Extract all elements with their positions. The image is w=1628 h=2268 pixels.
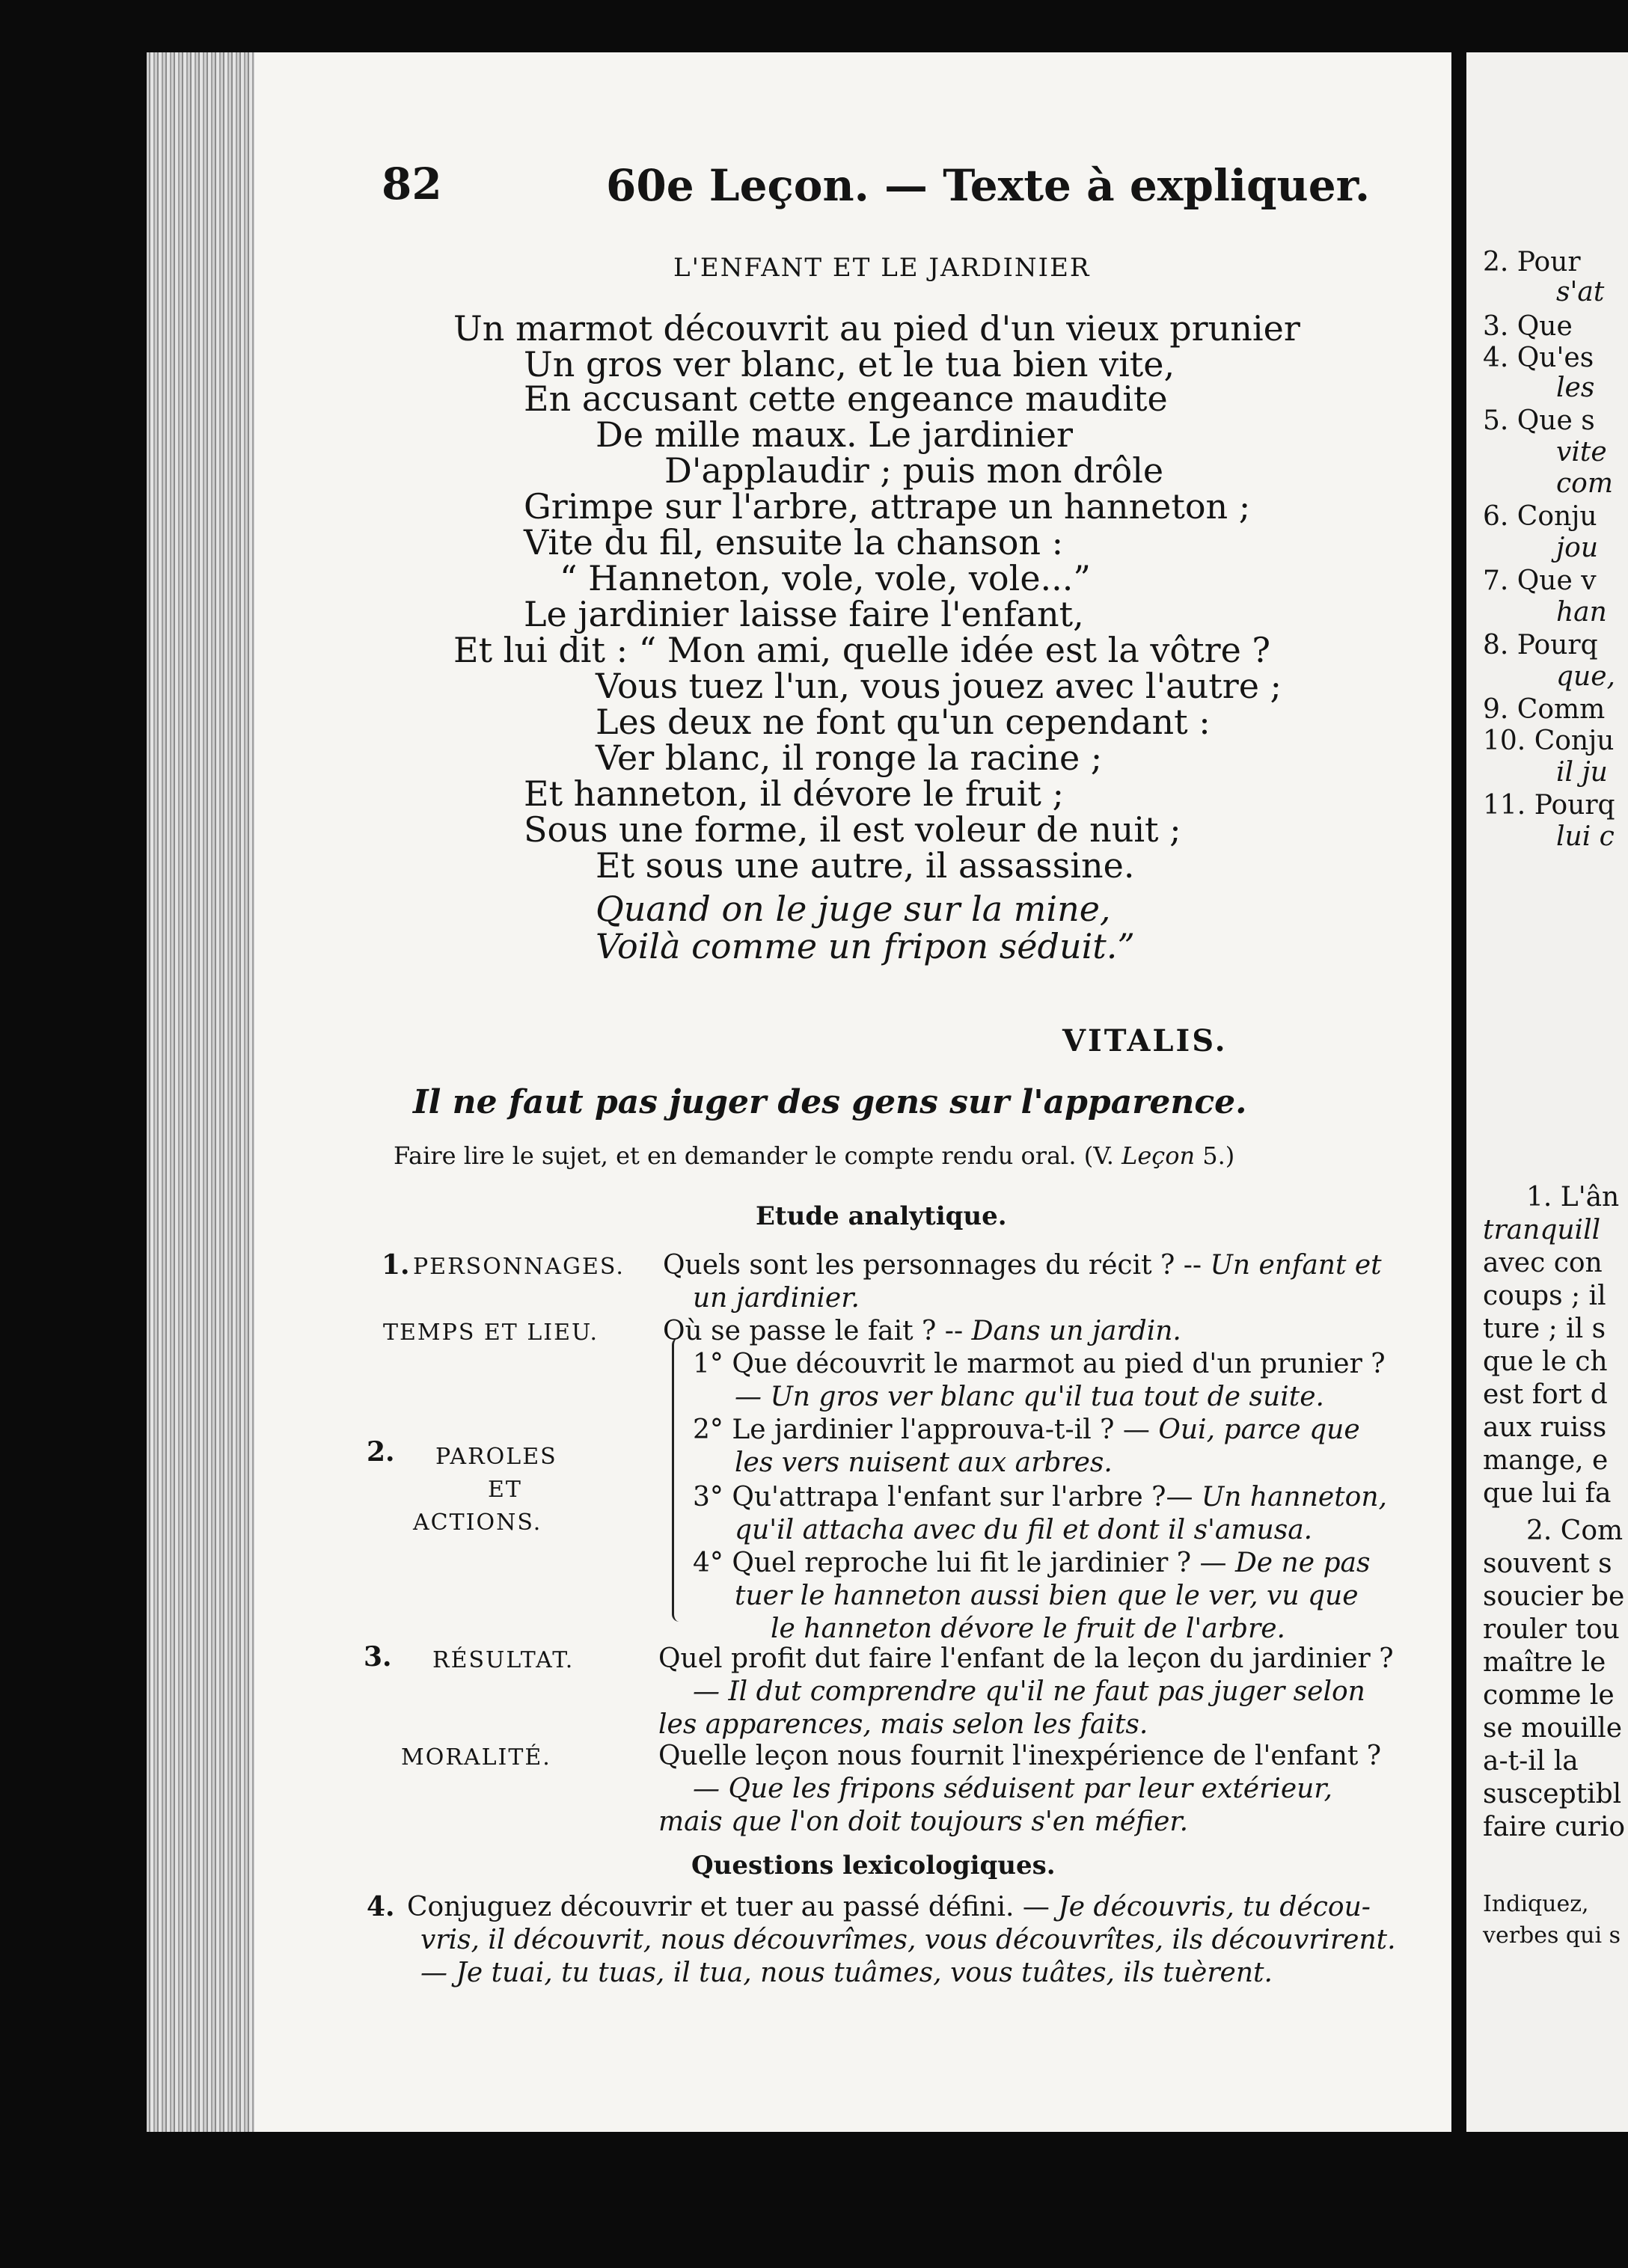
paroles-q1: 1° Que découvrit le marmot au pied d'un prunier ? bbox=[693, 1349, 1386, 1379]
facing-line: 10. Conju bbox=[1483, 726, 1615, 756]
facing-line: rouler tou bbox=[1483, 1614, 1620, 1645]
paroles-a3: qu'il attacha avec du fil et dont il s'amusa. bbox=[735, 1515, 1313, 1545]
lexical-a2: vris, il découvrit, nous découvrîmes, vous découvrîtes, ils découvrirent. bbox=[420, 1925, 1396, 1955]
paroles-q3-ans: Un hanneton, bbox=[1201, 1482, 1387, 1512]
temps-a: Dans un jardin. bbox=[971, 1316, 1181, 1346]
paroles-label: PAROLES bbox=[435, 1444, 557, 1470]
facing-line: 8. Pourq bbox=[1483, 630, 1598, 661]
facing-line: 2. Com bbox=[1526, 1515, 1624, 1546]
facing-line: 7. Que v bbox=[1483, 566, 1597, 596]
lexical-a1: Je découvris, tu décou- bbox=[1058, 1892, 1371, 1922]
personnages-q: Quels sont les personnages du récit ? -- bbox=[663, 1250, 1202, 1281]
facing-line: se mouille bbox=[1483, 1713, 1623, 1744]
facing-line: 11. Pourq bbox=[1483, 790, 1615, 821]
paroles-q2-ans: Oui, parce que bbox=[1158, 1415, 1360, 1445]
resultat-number: 3. bbox=[364, 1641, 392, 1673]
facing-line: 2. Pour bbox=[1483, 247, 1581, 278]
et-label: ET bbox=[488, 1477, 522, 1503]
facing-line: que le ch bbox=[1483, 1346, 1608, 1377]
moralite-a1: — Que les fripons séduisent par leur extérieur, bbox=[693, 1774, 1332, 1804]
facing-line: maître le bbox=[1483, 1647, 1606, 1678]
resultat-a2: les apparences, mais selon les faits. bbox=[658, 1709, 1148, 1740]
facing-line: jou bbox=[1556, 533, 1599, 563]
running-title: 60e Leçon. — Texte à expliquer. bbox=[606, 160, 1371, 211]
facing-line: que lui fa bbox=[1483, 1478, 1612, 1509]
page-number: 82 bbox=[382, 159, 442, 209]
facing-line: com bbox=[1556, 468, 1613, 499]
facing-line: 6. Conju bbox=[1483, 501, 1597, 532]
personnages-question bbox=[663, 1249, 1382, 1282]
personnages-label: PERSONNAGES. bbox=[413, 1254, 625, 1280]
instruction-ref-num: 5.) bbox=[1202, 1141, 1235, 1170]
paroles-a2: les vers nuisent aux arbres. bbox=[735, 1447, 1113, 1478]
poem-line: Un gros ver blanc, et le tua bien vite, bbox=[524, 344, 1175, 384]
facing-line: 3. Que bbox=[1483, 311, 1573, 342]
poem-line: Les deux ne font qu'un cependant : bbox=[596, 702, 1211, 742]
lexical-heading: Questions lexicologiques. bbox=[691, 1851, 1056, 1881]
poem-line: Un marmot découvrit au pied d'un vieux prunier bbox=[453, 308, 1300, 349]
facing-line: soucier be bbox=[1483, 1581, 1625, 1612]
facing-line: s'at bbox=[1556, 277, 1605, 307]
book-page bbox=[254, 52, 1451, 2132]
paroles-a4: tuer le hanneton aussi bien que le ver, vu que bbox=[735, 1581, 1359, 1611]
facing-line: faire curio bbox=[1483, 1812, 1626, 1842]
page-edges bbox=[147, 52, 259, 2132]
poem-line: Vous tuez l'un, vous jouez avec l'autre ; bbox=[596, 666, 1282, 706]
lexical-a3: — Je tuai, tu tuas, il tua, nous tuâmes, vous tuâtes, ils tuèrent. bbox=[420, 1958, 1273, 1988]
analysis-heading: Etude analytique. bbox=[756, 1201, 1007, 1231]
poem-line: Et hanneton, il dévore le fruit ; bbox=[524, 773, 1065, 814]
facing-line: est fort d bbox=[1483, 1379, 1608, 1410]
poem-line: Quand on le juge sur la mine, bbox=[596, 889, 1111, 929]
personnages-a2: un jardinier. bbox=[693, 1283, 860, 1314]
facing-line: les bbox=[1556, 373, 1595, 403]
poem-line: Et sous une autre, il assassine. bbox=[596, 845, 1135, 886]
personnages-a1: Un enfant et bbox=[1210, 1250, 1382, 1281]
poem-line: “ Hanneton, vole, vole, vole...” bbox=[560, 558, 1091, 598]
moralite-label: MORALITÉ. bbox=[401, 1744, 551, 1771]
poem-line: Sous une forme, il est voleur de nuit ; bbox=[524, 809, 1181, 850]
facing-line: Indiquez, bbox=[1483, 1891, 1589, 1917]
temps-label: TEMPS ET LIEU. bbox=[383, 1320, 599, 1346]
paroles-number: 2. bbox=[367, 1436, 395, 1468]
facing-line: coups ; il bbox=[1483, 1281, 1606, 1311]
paroles-a1: — Un gros ver blanc qu'il tua tout de suite. bbox=[735, 1382, 1324, 1412]
poem-title: L'ENFANT ET LE JARDINIER bbox=[673, 253, 1091, 283]
personnages-number: 1. bbox=[382, 1249, 410, 1281]
poem-line: Grimpe sur l'arbre, attrape un hanneton ; bbox=[524, 486, 1251, 527]
facing-line: mange, e bbox=[1483, 1445, 1609, 1476]
facing-line: 4. Qu'es bbox=[1483, 343, 1594, 373]
paroles-q4-text: 4° Quel reproche lui fit le jardinier ? — bbox=[693, 1548, 1227, 1578]
facing-line: han bbox=[1556, 597, 1607, 628]
actions-label: ACTIONS. bbox=[413, 1510, 542, 1536]
paroles-q3-text: 3° Qu'attrapa l'enfant sur l'arbre ?— bbox=[693, 1482, 1193, 1512]
lexical-question bbox=[407, 1891, 1371, 1924]
instruction-ref: Leçon bbox=[1121, 1141, 1196, 1170]
facing-line: que, bbox=[1556, 661, 1615, 692]
paroles-q4 bbox=[693, 1547, 1370, 1580]
facing-page bbox=[1466, 52, 1628, 2132]
facing-line: vite bbox=[1556, 437, 1607, 468]
facing-line: 5. Que s bbox=[1483, 405, 1595, 436]
resultat-label: RÉSULTAT. bbox=[432, 1647, 575, 1673]
facing-line: comme le bbox=[1483, 1680, 1615, 1711]
poem-line: En accusant cette engeance maudite bbox=[524, 378, 1168, 419]
poem-line: Vite du fil, ensuite la chanson : bbox=[524, 522, 1064, 563]
paroles-q2-text: 2° Le jardinier l'approuva-t-il ? — bbox=[693, 1415, 1150, 1445]
facing-line: 9. Comm bbox=[1483, 694, 1606, 725]
instruction-text: Faire lire le sujet, et en demander le compte rendu oral. (V. bbox=[394, 1141, 1114, 1170]
paroles-q4-ans: De ne pas bbox=[1234, 1548, 1371, 1578]
facing-line: il ju bbox=[1556, 757, 1608, 788]
paroles-q2 bbox=[693, 1414, 1360, 1447]
poem-line: D'applaudir ; puis mon drôle bbox=[664, 450, 1164, 491]
facing-line: a-t-il la bbox=[1483, 1746, 1579, 1777]
poem-author: VITALIS. bbox=[1062, 1023, 1228, 1058]
facing-line: souvent s bbox=[1483, 1548, 1612, 1579]
facing-line: avec con bbox=[1483, 1248, 1603, 1278]
moralite-a2: mais que l'on doit toujours s'en méfier. bbox=[658, 1806, 1189, 1837]
temps-q: Où se passe le fait ? -- bbox=[663, 1316, 964, 1346]
paroles-a4b: le hanneton dévore le fruit de l'arbre. bbox=[771, 1613, 1285, 1644]
lexical-q: Conjuguez découvrir et tuer au passé défini. — bbox=[407, 1892, 1050, 1922]
facing-line: susceptibl bbox=[1483, 1779, 1622, 1809]
resultat-question: Quel profit dut faire l'enfant de la leçon du jardinier ? bbox=[658, 1643, 1394, 1674]
moral-line: Il ne faut pas juger des gens sur l'apparence. bbox=[413, 1083, 1247, 1121]
moralite-question: Quelle leçon nous fournit l'inexpérience de l'enfant ? bbox=[658, 1741, 1382, 1771]
facing-line: lui c bbox=[1556, 821, 1615, 852]
facing-line: tranquill bbox=[1483, 1215, 1601, 1245]
poem-line: Ver blanc, il ronge la racine ; bbox=[596, 738, 1103, 778]
lexical-number: 4. bbox=[367, 1891, 395, 1922]
temps-question bbox=[663, 1315, 1181, 1348]
poem-line: Voilà comme un fripon séduit.” bbox=[596, 926, 1135, 966]
poem-line: Et lui dit : “ Mon ami, quelle idée est la vôtre ? bbox=[453, 630, 1271, 670]
paroles-q3 bbox=[693, 1481, 1387, 1514]
facing-line: 1. L'ân bbox=[1526, 1182, 1620, 1213]
resultat-a1: — Il dut comprendre qu'il ne faut pas juger selon bbox=[693, 1676, 1365, 1707]
bracket bbox=[672, 1337, 688, 1622]
facing-line: aux ruiss bbox=[1483, 1412, 1607, 1443]
facing-line: ture ; il s bbox=[1483, 1314, 1606, 1344]
instruction-line bbox=[394, 1141, 1234, 1170]
facing-line: verbes qui s bbox=[1483, 1922, 1621, 1949]
poem-line: De mille maux. Le jardinier bbox=[596, 414, 1073, 455]
poem-line: Le jardinier laisse faire l'enfant, bbox=[524, 594, 1084, 634]
